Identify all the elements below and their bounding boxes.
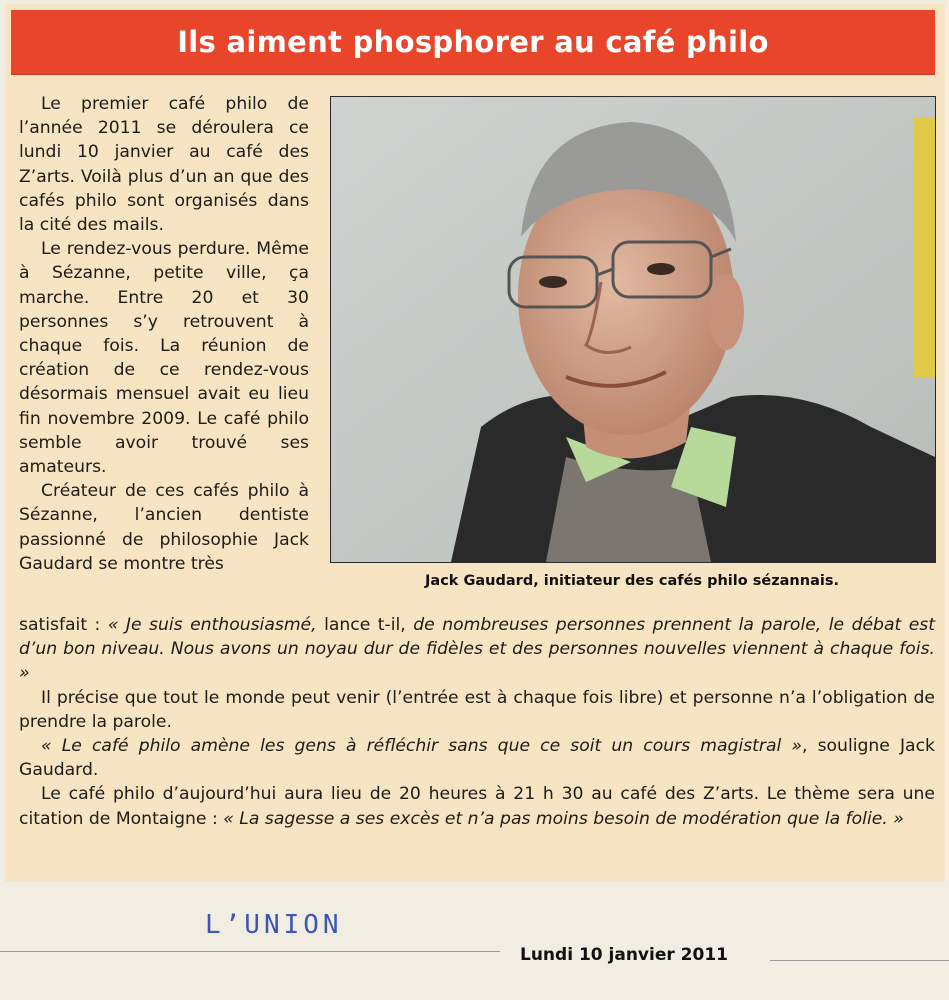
publication-date: Lundi 10 janvier 2011 — [520, 945, 728, 965]
p3-quote-2: de nombreuses personnes prennent la parole, le débat est d’un bon niveau. Nous avons un noyau dur de fidèles et des personnes nouvelles viennent à chaque fois. » — [19, 615, 935, 684]
headline: Ils aiment phosphorer au café philo — [177, 25, 769, 59]
p5-end: , souligne Jack Gaudard. — [19, 736, 935, 781]
p3-quote-1: « Je suis enthousiasmé, — [107, 615, 317, 635]
footer-rule-left — [0, 951, 500, 952]
p6-quote: « La sagesse a ses excès et n’a pas moins besoin de modération que la folie. » — [223, 808, 904, 829]
headline-banner — [11, 10, 935, 74]
photo-caption: Jack Gaudard, initiateur des cafés philo sézannais. — [425, 573, 839, 589]
portrait-photo — [330, 96, 936, 563]
p3-start: satisfait : — [19, 615, 108, 635]
paragraph-5 — [19, 734, 935, 782]
paragraph-2: Le rendez-vous perdure. Même à Sézanne, petite ville, ça marche. Entre 20 et 30 personnes s’y retrouvent à chaque fois. La réunion de création de ce rendez-vous désormais mensuel avait eu lieu fin novembre 2009. Le café philo semble avoir trouvé ses amateurs. — [19, 239, 309, 478]
paragraph-6 — [19, 782, 935, 830]
p5-quote: « Le café philo amène les gens à réfléchir sans que ce soit un cours magistral » — [41, 736, 803, 757]
newspaper-clipping — [5, 4, 945, 882]
left-column — [19, 92, 309, 576]
paragraph-3-end — [19, 613, 935, 686]
newspaper-masthead: L’UNION — [205, 910, 343, 940]
footer-rule-right — [770, 960, 949, 961]
paragraph-1: Le premier café philo de l’année 2011 se déroulera ce lundi 10 janvier au café des Z’arts. Voilà plus d’un an que des cafés philo sont organisés dans la cité des mails. — [19, 94, 309, 236]
paragraph-4: Il précise que tout le monde peut venir (l’entrée est à chaque fois libre) et personne n’a l’obligation de prendre la parole. — [19, 687, 935, 732]
full-width-text — [19, 613, 935, 831]
p3-mid: lance t-il, — [316, 615, 414, 635]
p6-start: Le café philo d’aujourd’hui aura lieu de 20 heures à 21 h 30 au café des Z’arts. Le thème sera une citation de Montaigne : — [19, 784, 935, 829]
portrait-illustration — [331, 97, 935, 562]
paragraph-3-start: Créateur de ces cafés philo à Sézanne, l’ancien dentiste passionné de philosophie Jack Gaudard se montre très — [19, 481, 309, 574]
